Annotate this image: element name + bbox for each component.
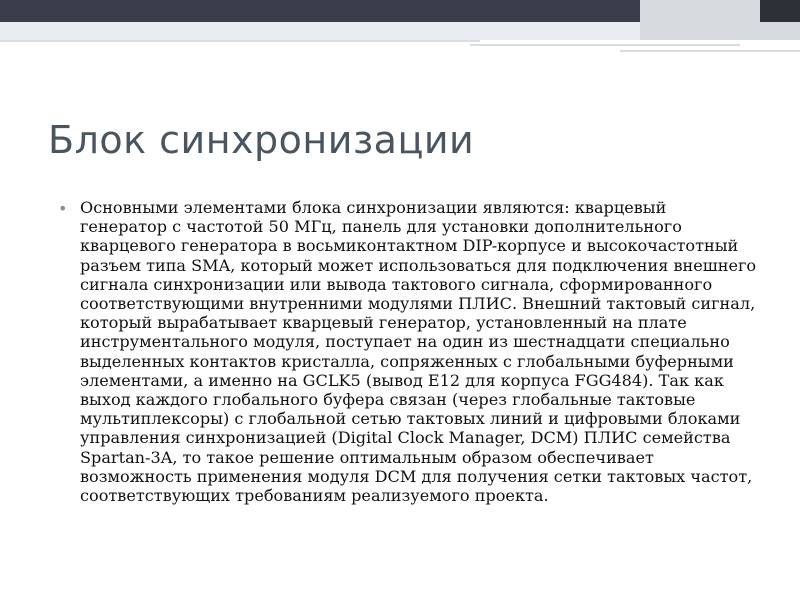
header-accent-right [760,0,800,22]
bullet-text: Основными элементами блока синхронизации являются: кварцевый генератор с частотой 50 МГц, панель для установки дополнительного кварцевого генератора в восьмиконтактном DIP-корпусе и высокочастотный разъем типа SMA, который может использоваться для подключения внешнего сигнала синхронизации или вывода тактового сигнала, сформированного соответствующими внутренними модулями ПЛИС. Внешний тактовый сигнал, который вырабатывает кварцевый генератор, установленный на плате инструментального модуля, поступает на один из шестнадцати специально выделенных контактов кристалла, сопряженных с глобальными буферными элементами, а именно на GCLK5 (вывод E12 для корпуса FGG484). Так как выход каждого глобального буфера связан (через глобальные тактовые мультиплексоры) с глобальной сетью тактовых линий и цифровыми блоками управления синхронизацией (Digital Clock Manager, DCM) ПЛИС семейства Spartan-3A, то такое решение оптимальным образом обеспечивает возможность применения модуля DCM для получения сетки тактовых частот, соответствующих требованиям реализуемого проекта. [80,198,757,506]
header-stripe [470,44,740,46]
bullet-item [58,198,758,505]
header-stripe [620,50,800,52]
header-stripe [0,40,480,42]
slide-content [58,198,758,505]
slide-title: Блок синхронизации [48,118,475,162]
bullet-icon: • [58,199,68,218]
header-decoration [0,0,800,60]
